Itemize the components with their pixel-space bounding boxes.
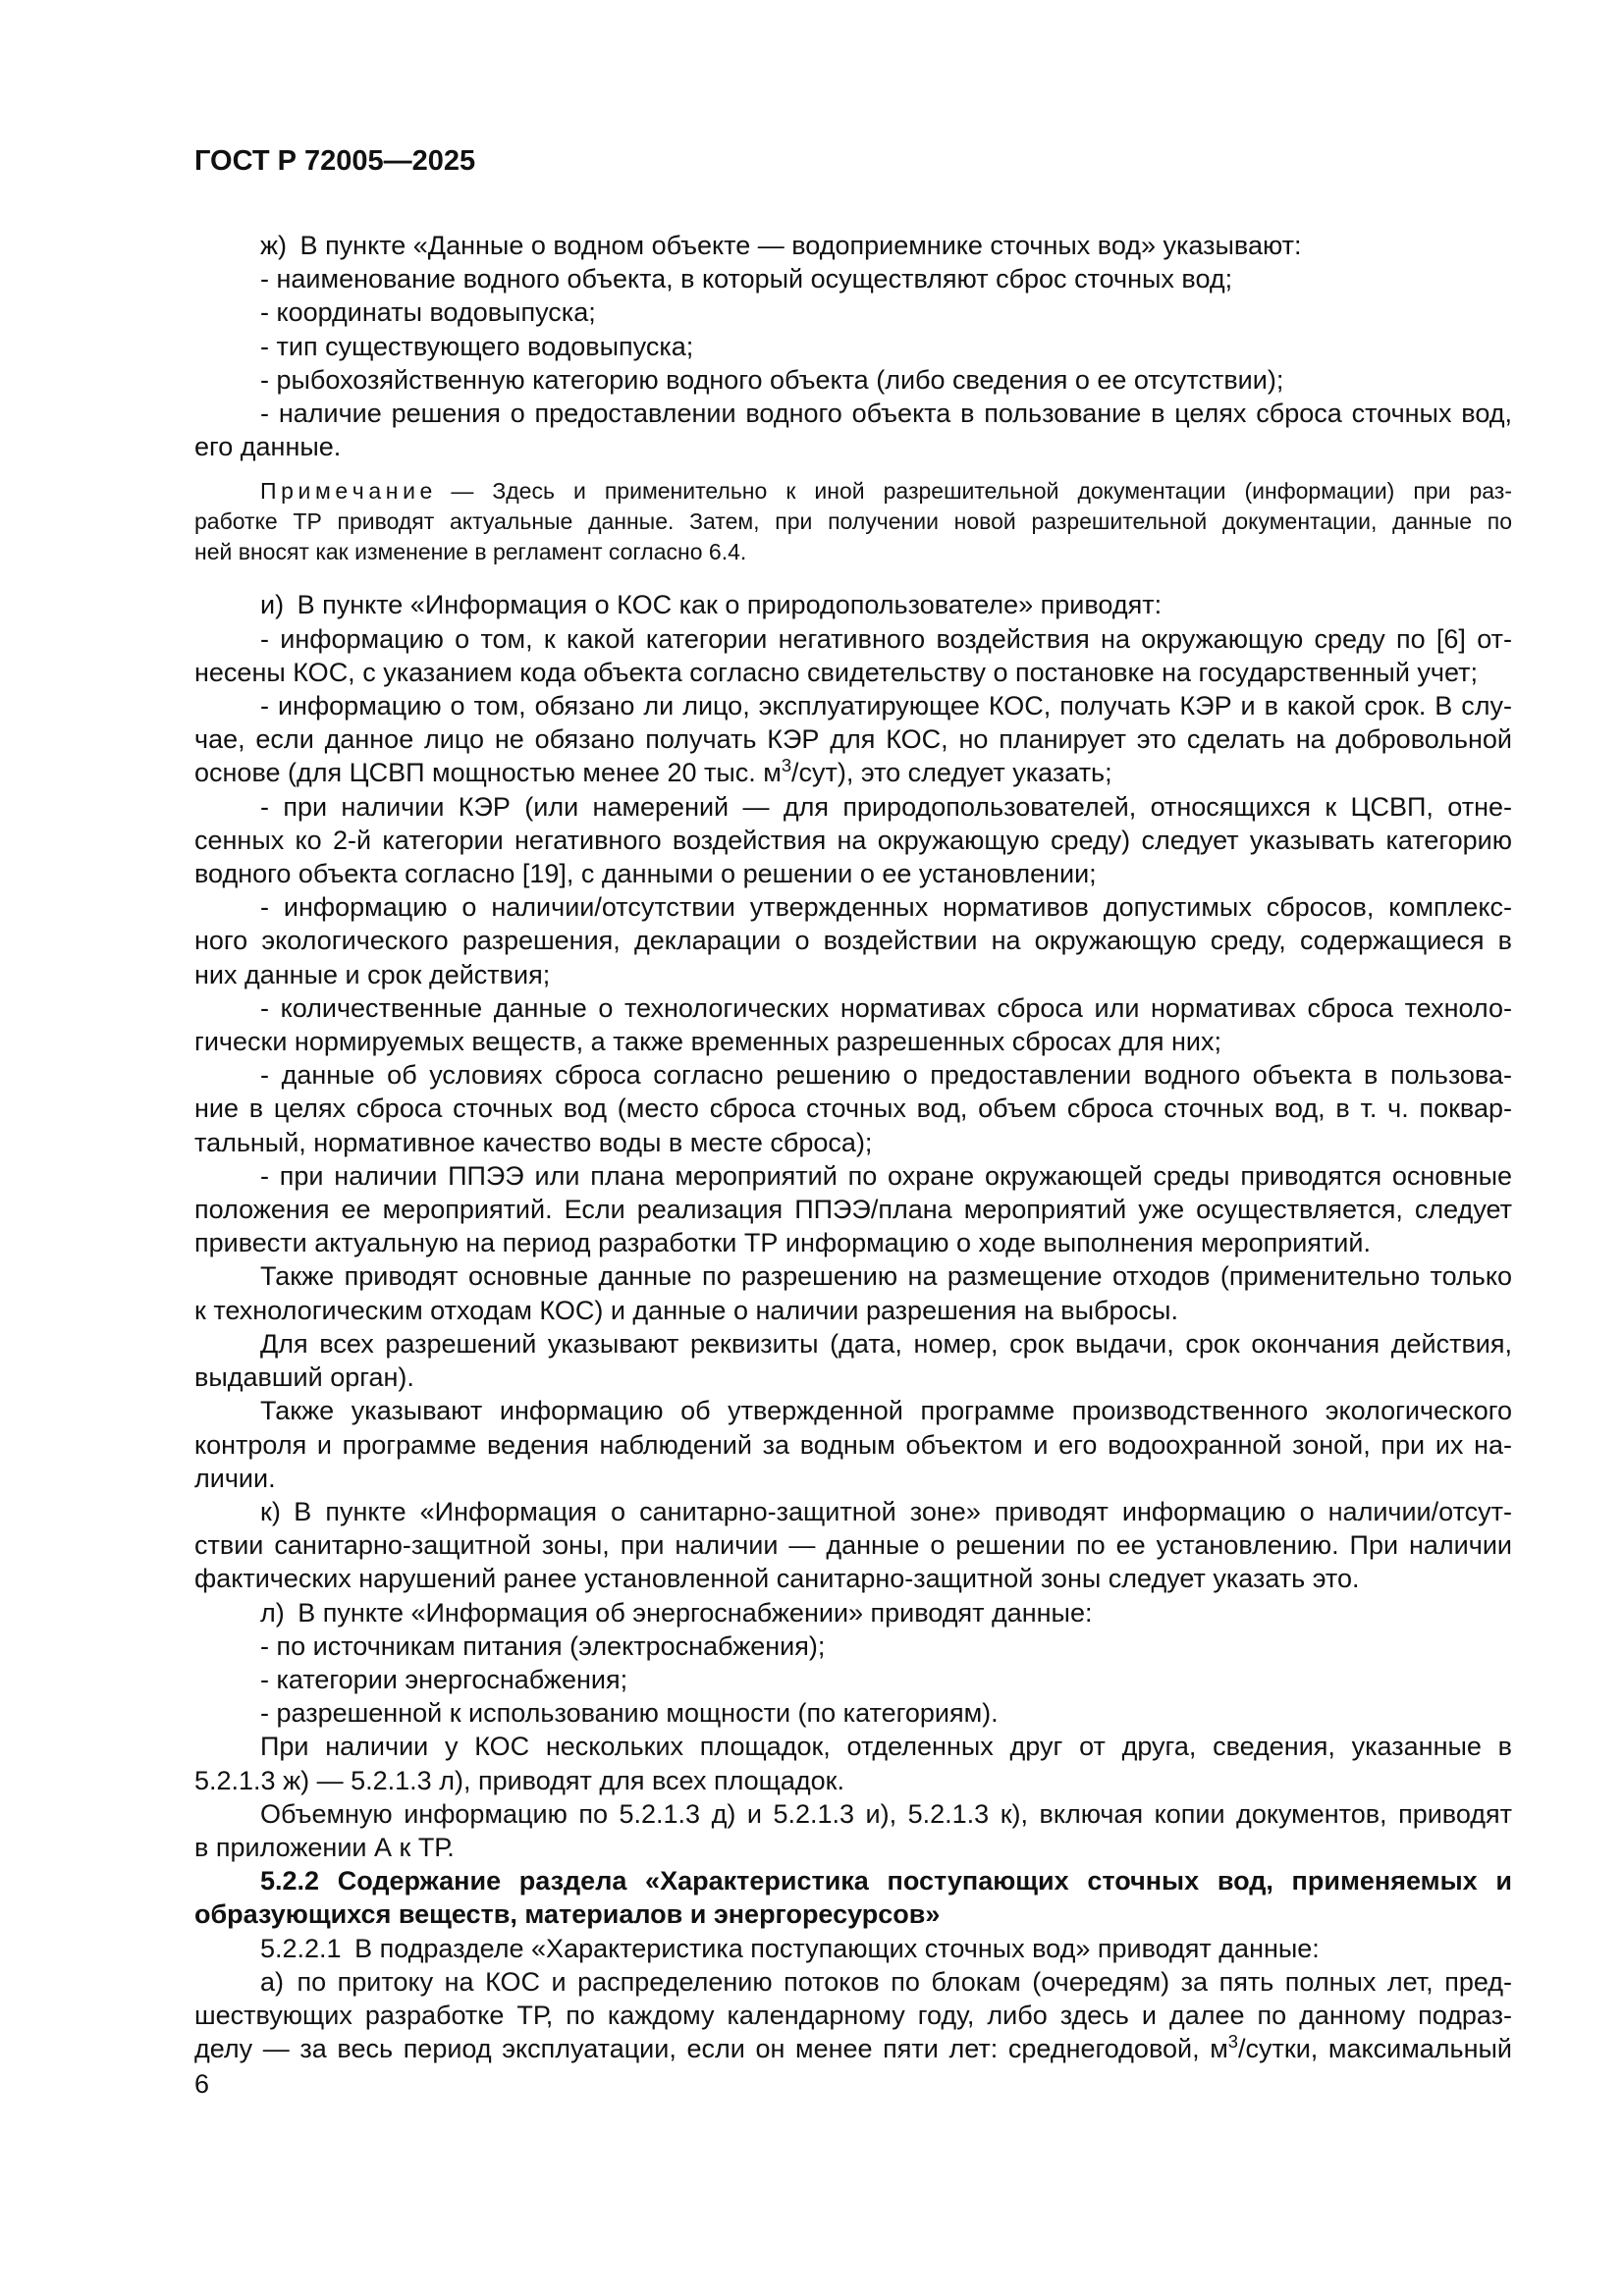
text-line: ствии санитарно-защитной зоны, при наличии — данные о решении по ее установлению. При наличии <box>194 1530 1512 1561</box>
text-line: - информацию о наличии/отсутствии утвержденных нормативов допустимых сбросов, комплекс- <box>260 892 1512 923</box>
text-line: 5.2.1.3 ж) — 5.2.1.3 л), приводят для всех площадок. <box>194 1765 844 1795</box>
text-line: - информацию о том, к какой категории негативного воздействия на окружающую среду по [6] от- <box>260 623 1512 654</box>
text-line: а) по притоку на КОС и распределению потоков по блокам (очередям) за пять полных лет, пред- <box>260 1966 1512 1997</box>
paragraph <box>194 1965 1512 2066</box>
paragraph <box>194 229 1512 262</box>
paragraph <box>194 622 1512 689</box>
paragraph <box>194 1629 1512 1663</box>
text-line: - разрешенной к использованию мощности (по категориям). <box>260 1698 999 1729</box>
text-line: - по источникам питания (электроснабжения); <box>260 1630 826 1661</box>
text-line: - тип существующего водовыпуска; <box>260 331 694 361</box>
text-line: П р и м е ч а н и е — Здесь и применительно к иной разрешительной документации (информации) при раз- <box>260 478 1512 505</box>
paragraph <box>194 1495 1512 1596</box>
text-line: - при наличии КЭР (или намерений — для природопользователей, относящихся к ЦСВП, отне- <box>260 791 1512 822</box>
text-line: ж) В пункте «Данные о водном объекте — водоприемнике сточных вод» указывают: <box>260 231 1302 260</box>
text-line: образующихся веществ, материалов и энергоресурсов» <box>194 1899 941 1930</box>
paragraph <box>194 890 1512 991</box>
section-heading <box>194 1864 1512 1931</box>
standard-code: ГОСТ Р 72005—2025 <box>194 145 476 177</box>
text-line: - информацию о том, обязано ли лицо, эксплуатирующее КОС, получать КЭР и в какой срок. В слу- <box>260 691 1512 721</box>
text-line: Также приводят основные данные по разрешению на размещение отходов (применительно только <box>260 1261 1512 1292</box>
paragraph <box>194 1058 1512 1159</box>
text-line: основе (для ЦСВП мощностью менее 20 тыс. $м^3/сут$), это следует указать; <box>194 755 1112 788</box>
page-number: 6 <box>194 2069 210 2099</box>
paragraph <box>194 1730 1512 1796</box>
paragraph <box>194 1259 1512 1326</box>
text-line: - категории энергоснабжения; <box>260 1664 628 1694</box>
text-line: - при наличии ППЭЭ или плана мероприятий по охране окружающей среды приводятся основные <box>260 1160 1512 1191</box>
text-line: к) В пункте «Информация о санитарно-защитной зоне» приводят информацию о наличии/отсут- <box>260 1496 1512 1526</box>
paragraph <box>194 991 1512 1058</box>
paragraph <box>194 262 1512 295</box>
text-line: ней вносят как изменение в регламент согласно 6.4. <box>194 539 747 565</box>
text-line: - данные об условиях сброса согласно решению о предоставлении водного объекта в пользова- <box>260 1060 1512 1091</box>
text-line: гически нормируемых веществ, а также временных разрешенных сбросах для них; <box>194 1027 1221 1057</box>
text-line: 5.2.2.1 В подразделе «Характеристика поступающих сточных вод» приводят данные: <box>260 1933 1320 1963</box>
text-line: привести актуальную на период разработки ТР информацию о ходе выполнения мероприятий. <box>194 1228 1371 1258</box>
text-line: Объемную информацию по 5.2.1.3 д) и 5.2.1.3 и), 5.2.1.3 к), включая копии документов, приводят <box>260 1798 1512 1829</box>
text-line: - наличие решения о предоставлении водного объекта в пользование в целях сброса сточных вод, <box>260 399 1512 429</box>
text-line: шествующих разработке ТР, по каждому календарному году, либо здесь и далее по данному подраз- <box>194 2000 1512 2030</box>
paragraph <box>194 1327 1512 1394</box>
text-line: к технологическим отходам КОС) и данные о наличии разрешения на выбросы. <box>194 1295 1178 1325</box>
paragraph <box>194 363 1512 397</box>
text-line: личии. <box>194 1463 276 1493</box>
text-line: в приложении А к ТР. <box>194 1832 455 1862</box>
text-line: и) В пункте «Информация о КОС как о природопользователе» приводят: <box>260 590 1163 620</box>
text-line: - наименование водного объекта, в который осуществляют сброс сточных вод; <box>260 264 1233 294</box>
text-line: ние в целях сброса сточных вод (место сброса сточных вод, объем сброса сточных вод, в т. ч. поквар- <box>194 1094 1512 1124</box>
paragraph <box>194 1932 1512 1965</box>
text-line: - рыбохозяйственную категорию водного объекта (либо сведения о ее отсутствии); <box>260 364 1284 395</box>
text-line: его данные. <box>194 432 342 462</box>
text-line: - количественные данные о технологических нормативах сброса или нормативах сброса техноло- <box>260 992 1512 1023</box>
text-line: них данные и срок действия; <box>194 959 551 989</box>
text-line: делу — за весь период эксплуатации, если он менее пяти лет: среднегодовой, $м^3$/сутки, максимальный <box>194 2031 1512 2064</box>
paragraph <box>194 588 1512 621</box>
paragraph <box>194 689 1512 790</box>
paragraph <box>194 1596 1512 1629</box>
note-block <box>194 476 1512 567</box>
document-body <box>194 229 1512 2065</box>
text-line: При наличии у КОС нескольких площадок, отделенных друг от друга, сведения, указанные в <box>260 1732 1512 1762</box>
paragraph <box>194 295 1512 329</box>
text-line: работке ТР приводят актуальные данные. Затем, при получении новой разрешительной документации, данные по <box>194 508 1512 535</box>
paragraph <box>194 1159 1512 1260</box>
text-line: положения ее мероприятий. Если реализация ППЭЭ/плана мероприятий уже осуществляется, следует <box>194 1195 1512 1225</box>
text-line: несены КОС, с указанием кода объекта согласно свидетельству о постановке на государственный учет; <box>194 657 1478 687</box>
paragraph <box>194 1696 1512 1730</box>
text-line: фактических нарушений ранее установленной санитарно-защитной зоны следует указать это. <box>194 1564 1360 1594</box>
text-line: 5.2.2 Содержание раздела «Характеристика поступающих сточных вод, применяемых и <box>260 1866 1512 1896</box>
text-line: Для всех разрешений указывают реквизиты (дата, номер, срок выдачи, срок окончания действия, <box>260 1328 1512 1359</box>
text-line: Также указывают информацию об утвержденной программе производственного экологического <box>260 1396 1512 1426</box>
text-line: ного экологического разрешения, декларации о воздействии на окружающую среду, содержащиеся в <box>194 926 1512 956</box>
paragraph <box>194 1663 1512 1696</box>
text-line: тальный, нормативное качество воды в месте сброса); <box>194 1127 873 1157</box>
text-line: - координаты водовыпуска; <box>260 297 596 328</box>
paragraph <box>194 790 1512 891</box>
text-line: сенных ко 2-й категории негативного воздействия на окружающую среду) следует указывать категорию <box>194 825 1512 855</box>
text-line: л) В пункте «Информация об энергоснабжении» приводят данные: <box>260 1597 1093 1628</box>
text-line: водного объекта согласно [19], с данными о решении о ее установлении; <box>194 859 1097 889</box>
text-line: чае, если данное лицо не обязано получать КЭР для КОС, но планирует это сделать на добровольной <box>194 724 1512 755</box>
text-line: контроля и программе ведения наблюдений за водным объектом и его водоохранной зоной, при их на- <box>194 1429 1512 1460</box>
paragraph <box>194 330 1512 363</box>
text-line: выдавший орган). <box>194 1362 414 1393</box>
paragraph <box>194 397 1512 463</box>
paragraph <box>194 1797 1512 1864</box>
paragraph <box>194 1394 1512 1495</box>
